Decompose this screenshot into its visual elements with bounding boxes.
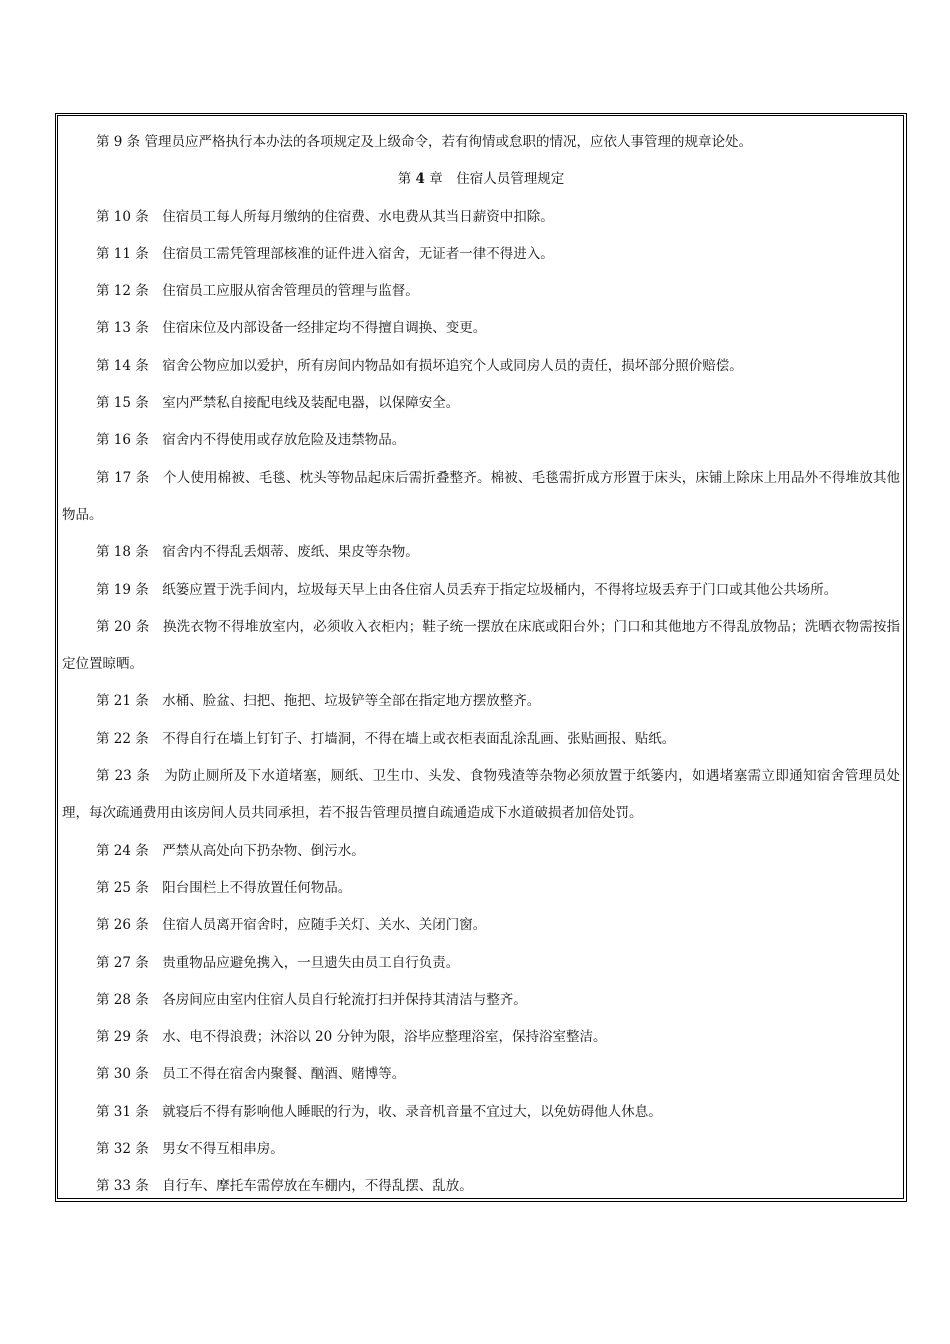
chapter-prefix: 第 bbox=[397, 171, 416, 188]
article-25: 第 25 条 阳台围栏上不得放置任何物品。 bbox=[96, 879, 352, 896]
article-11: 第 11 条 住宿员工需凭管理部核准的证件进入宿舍，无证者一律不得进入。 bbox=[96, 245, 554, 262]
article-30: 第 30 条 员工不得在宿舍内聚餐、酗酒、赌博等。 bbox=[96, 1066, 406, 1083]
article-21: 第 21 条 水桶、脸盆、扫把、拖把、垃圾铲等全部在指定地方摆放整齐。 bbox=[96, 693, 541, 710]
chapter-number: 4 bbox=[415, 171, 425, 188]
article-29: 第 29 条 水、电不得浪费；沐浴以 20 分钟为限，浴毕应整理浴室，保持浴室整洁。 bbox=[96, 1029, 607, 1046]
article-14: 第 14 条 宿舍公物应加以爱护，所有房间内物品如有损坏追究个人或同房人员的责任，损坏部分照价赔偿。 bbox=[96, 357, 743, 374]
article-20: 第 20 条 换洗衣物不得堆放室内，必须收入衣柜内；鞋子统一摆放在床底或阳台外；门口和其他地方不得乱放物品；洗晒衣物需按指定位置晾晒。 bbox=[62, 618, 900, 673]
article-16: 第 16 条 宿舍内不得使用或存放危险及违禁物品。 bbox=[96, 432, 406, 449]
article-12: 第 12 条 住宿员工应服从宿舍管理员的管理与监督。 bbox=[96, 283, 419, 300]
article-23: 第 23 条 为防止厕所及下水道堵塞，厕纸、卫生巾、头发、食物残渣等杂物必须放置于纸篓内，如遇堵塞需立即通知宿舍管理员处理，每次疏通费用由该房间人员共同承担，若不报告管理员擅自疏通造成下水道破损者加倍处罚。 bbox=[62, 768, 900, 822]
article-17: 第 17 条 个人使用棉被、毛毯、枕头等物品起床后需折叠整齐。棉被、毛毯需折成方形置于床头，床铺上除床上用品外不得堆放其他物品。 bbox=[62, 469, 900, 523]
article-24: 第 24 条 严禁从高处向下扔杂物、倒污水。 bbox=[96, 842, 365, 859]
article-33: 第 33 条 自行车、摩托车需停放在车棚内，不得乱摆、乱放。 bbox=[96, 1178, 473, 1195]
article-15: 第 15 条 室内严禁私自接配电线及装配电器，以保障安全。 bbox=[96, 395, 460, 412]
chapter-title: 章 住宿人员管理规定 bbox=[424, 171, 565, 188]
document-body bbox=[62, 124, 900, 1206]
article-28: 第 28 条 各房间应由室内住宿人员自行轮流打扫并保持其清洁与整齐。 bbox=[96, 991, 527, 1008]
article-31: 第 31 条 就寝后不得有影响他人睡眠的行为，收、录音机音量不宜过大，以免妨碍他人休息。 bbox=[96, 1103, 662, 1120]
article-10: 第 10 条 住宿员工每人所每月缴纳的住宿费、水电费从其当日薪资中扣除。 bbox=[96, 208, 554, 225]
article-27: 第 27 条 贵重物品应避免携入，一旦遗失由员工自行负责。 bbox=[96, 954, 460, 971]
article-19: 第 19 条 纸篓应置于洗手间内，垃圾每天早上由各住宿人员丢弃于指定垃圾桶内，不得将垃圾丢弃于门口或其他公共场所。 bbox=[96, 581, 838, 598]
article-9: 第 9 条 管理员应严格执行本办法的各项规定及上级命令，若有徇情或怠职的情况，应依人事管理的规章论处。 bbox=[96, 134, 752, 150]
article-26: 第 26 条 住宿人员离开宿舍时，应随手关灯、关水、关闭门窗。 bbox=[96, 917, 487, 934]
article-32: 第 32 条 男女不得互相串房。 bbox=[96, 1141, 284, 1158]
chapter-heading bbox=[62, 161, 900, 198]
article-18: 第 18 条 宿舍内不得乱丢烟蒂、废纸、果皮等杂物。 bbox=[96, 544, 419, 561]
article-13: 第 13 条 住宿床位及内部设备一经排定均不得擅自调换、变更。 bbox=[96, 320, 487, 337]
article-22: 第 22 条 不得自行在墙上钉钉子、打墙洞，不得在墙上或衣柜表面乱涂乱画、张贴画报、贴纸。 bbox=[96, 730, 676, 747]
